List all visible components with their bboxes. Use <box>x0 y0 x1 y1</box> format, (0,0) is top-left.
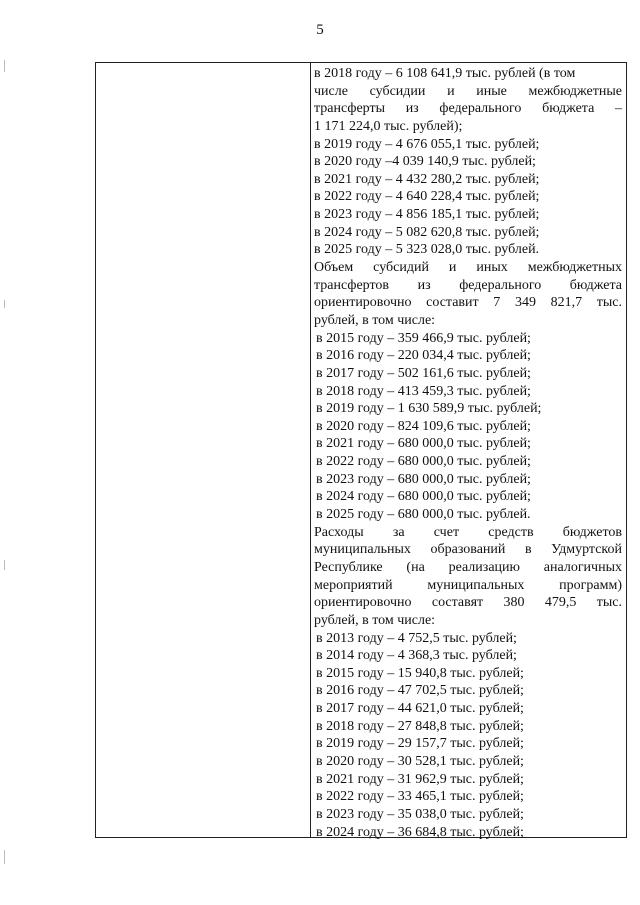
text-line: в 2018 году – 27 848,8 тыс. рублей; <box>316 718 524 734</box>
text-line: мероприятий муниципальных программ) <box>314 577 622 593</box>
text-line: в 2013 году – 4 752,5 тыс. рублей; <box>316 630 517 646</box>
text-line: в 2022 году – 4 640 228,4 тыс. рублей; <box>314 189 540 205</box>
text-line: 1 171 224,0 тыс. рублей); <box>314 118 463 134</box>
text-line: в 2015 году – 15 940,8 тыс. рублей; <box>316 665 524 681</box>
text-line: в 2025 году – 680 000,0 тыс. рублей. <box>316 507 531 523</box>
text-line: ориентировочно составит 7 349 821,7 тыс. <box>314 295 622 311</box>
text-line: рублей, в том числе: <box>314 612 436 628</box>
text-line: в 2024 году – 5 082 620,8 тыс. рублей; <box>314 224 540 240</box>
text-line: Республике (на реализацию аналогичных <box>314 559 622 575</box>
text-line: в 2024 году – 36 684,8 тыс. рублей; <box>316 824 524 840</box>
text-line: рублей, в том числе: <box>314 312 436 328</box>
text-line: в 2025 году – 5 323 028,0 тыс. рублей. <box>314 242 540 258</box>
text-line: числе субсидии и иные межбюджетные <box>314 83 622 99</box>
text-line: в 2021 году – 31 962,9 тыс. рублей; <box>316 771 524 787</box>
text-line: трансферты из федерального бюджета – <box>314 101 622 117</box>
text-line: в 2023 году – 35 038,0 тыс. рублей; <box>316 806 524 822</box>
text-line: в 2015 году – 359 466,9 тыс. рублей; <box>316 330 531 346</box>
text-line: в 2021 году – 680 000,0 тыс. рублей; <box>316 436 531 452</box>
text-line: в 2014 году – 4 368,3 тыс. рублей; <box>316 648 517 664</box>
text-line: в 2016 году – 220 034,4 тыс. рублей; <box>316 348 531 364</box>
text-line: в 2022 году – 680 000,0 тыс. рублей; <box>316 454 531 470</box>
table-right-cell <box>314 65 622 841</box>
text-line: в 2019 году – 1 630 589,9 тыс. рублей; <box>316 401 542 417</box>
text-line: в 2019 году – 29 157,7 тыс. рублей; <box>316 736 524 752</box>
text-line: в 2024 году – 680 000,0 тыс. рублей; <box>316 489 531 505</box>
text-line: в 2021 году – 4 432 280,2 тыс. рублей; <box>314 171 540 187</box>
text-line: в 2020 году – 824 109,6 тыс. рублей; <box>316 418 531 434</box>
text-line: в 2020 году – 30 528,1 тыс. рублей; <box>316 753 524 769</box>
text-line: в 2018 году – 6 108 641,9 тыс. рублей (в том <box>314 66 576 81</box>
text-line: в 2017 году – 44 621,0 тыс. рублей; <box>316 701 524 717</box>
budget-table <box>95 62 627 838</box>
text-line: трансфертов из федерального бюджета <box>314 277 622 293</box>
text-line: в 2016 году – 47 702,5 тыс. рублей; <box>316 683 524 699</box>
scan-margin-mark <box>4 300 5 308</box>
page-number: 5 <box>316 22 324 38</box>
text-line: Расходы за счет средств бюджетов <box>314 524 622 540</box>
text-line: в 2017 году – 502 161,6 тыс. рублей; <box>316 365 531 381</box>
text-line: Объем субсидий и иных межбюджетных <box>314 260 622 276</box>
text-line: в 2019 году – 4 676 055,1 тыс. рублей; <box>314 136 540 152</box>
text-line: в 2018 году – 413 459,3 тыс. рублей; <box>316 383 531 399</box>
text-line: в 2023 году – 680 000,0 тыс. рублей; <box>316 471 531 487</box>
text-line: в 2020 году –4 039 140,9 тыс. рублей; <box>314 154 536 170</box>
table-column-divider <box>310 63 311 837</box>
text-line: в 2022 году – 33 465,1 тыс. рублей; <box>316 789 524 805</box>
scan-margin-mark <box>4 560 5 570</box>
text-line: в 2023 году – 4 856 185,1 тыс. рублей; <box>314 207 540 223</box>
text-line: муниципальных образований в Удмуртской <box>314 542 622 558</box>
text-line: ориентировочно составят 380 479,5 тыс. <box>314 595 622 611</box>
scan-margin-mark <box>4 60 5 72</box>
scan-margin-mark <box>4 850 5 864</box>
